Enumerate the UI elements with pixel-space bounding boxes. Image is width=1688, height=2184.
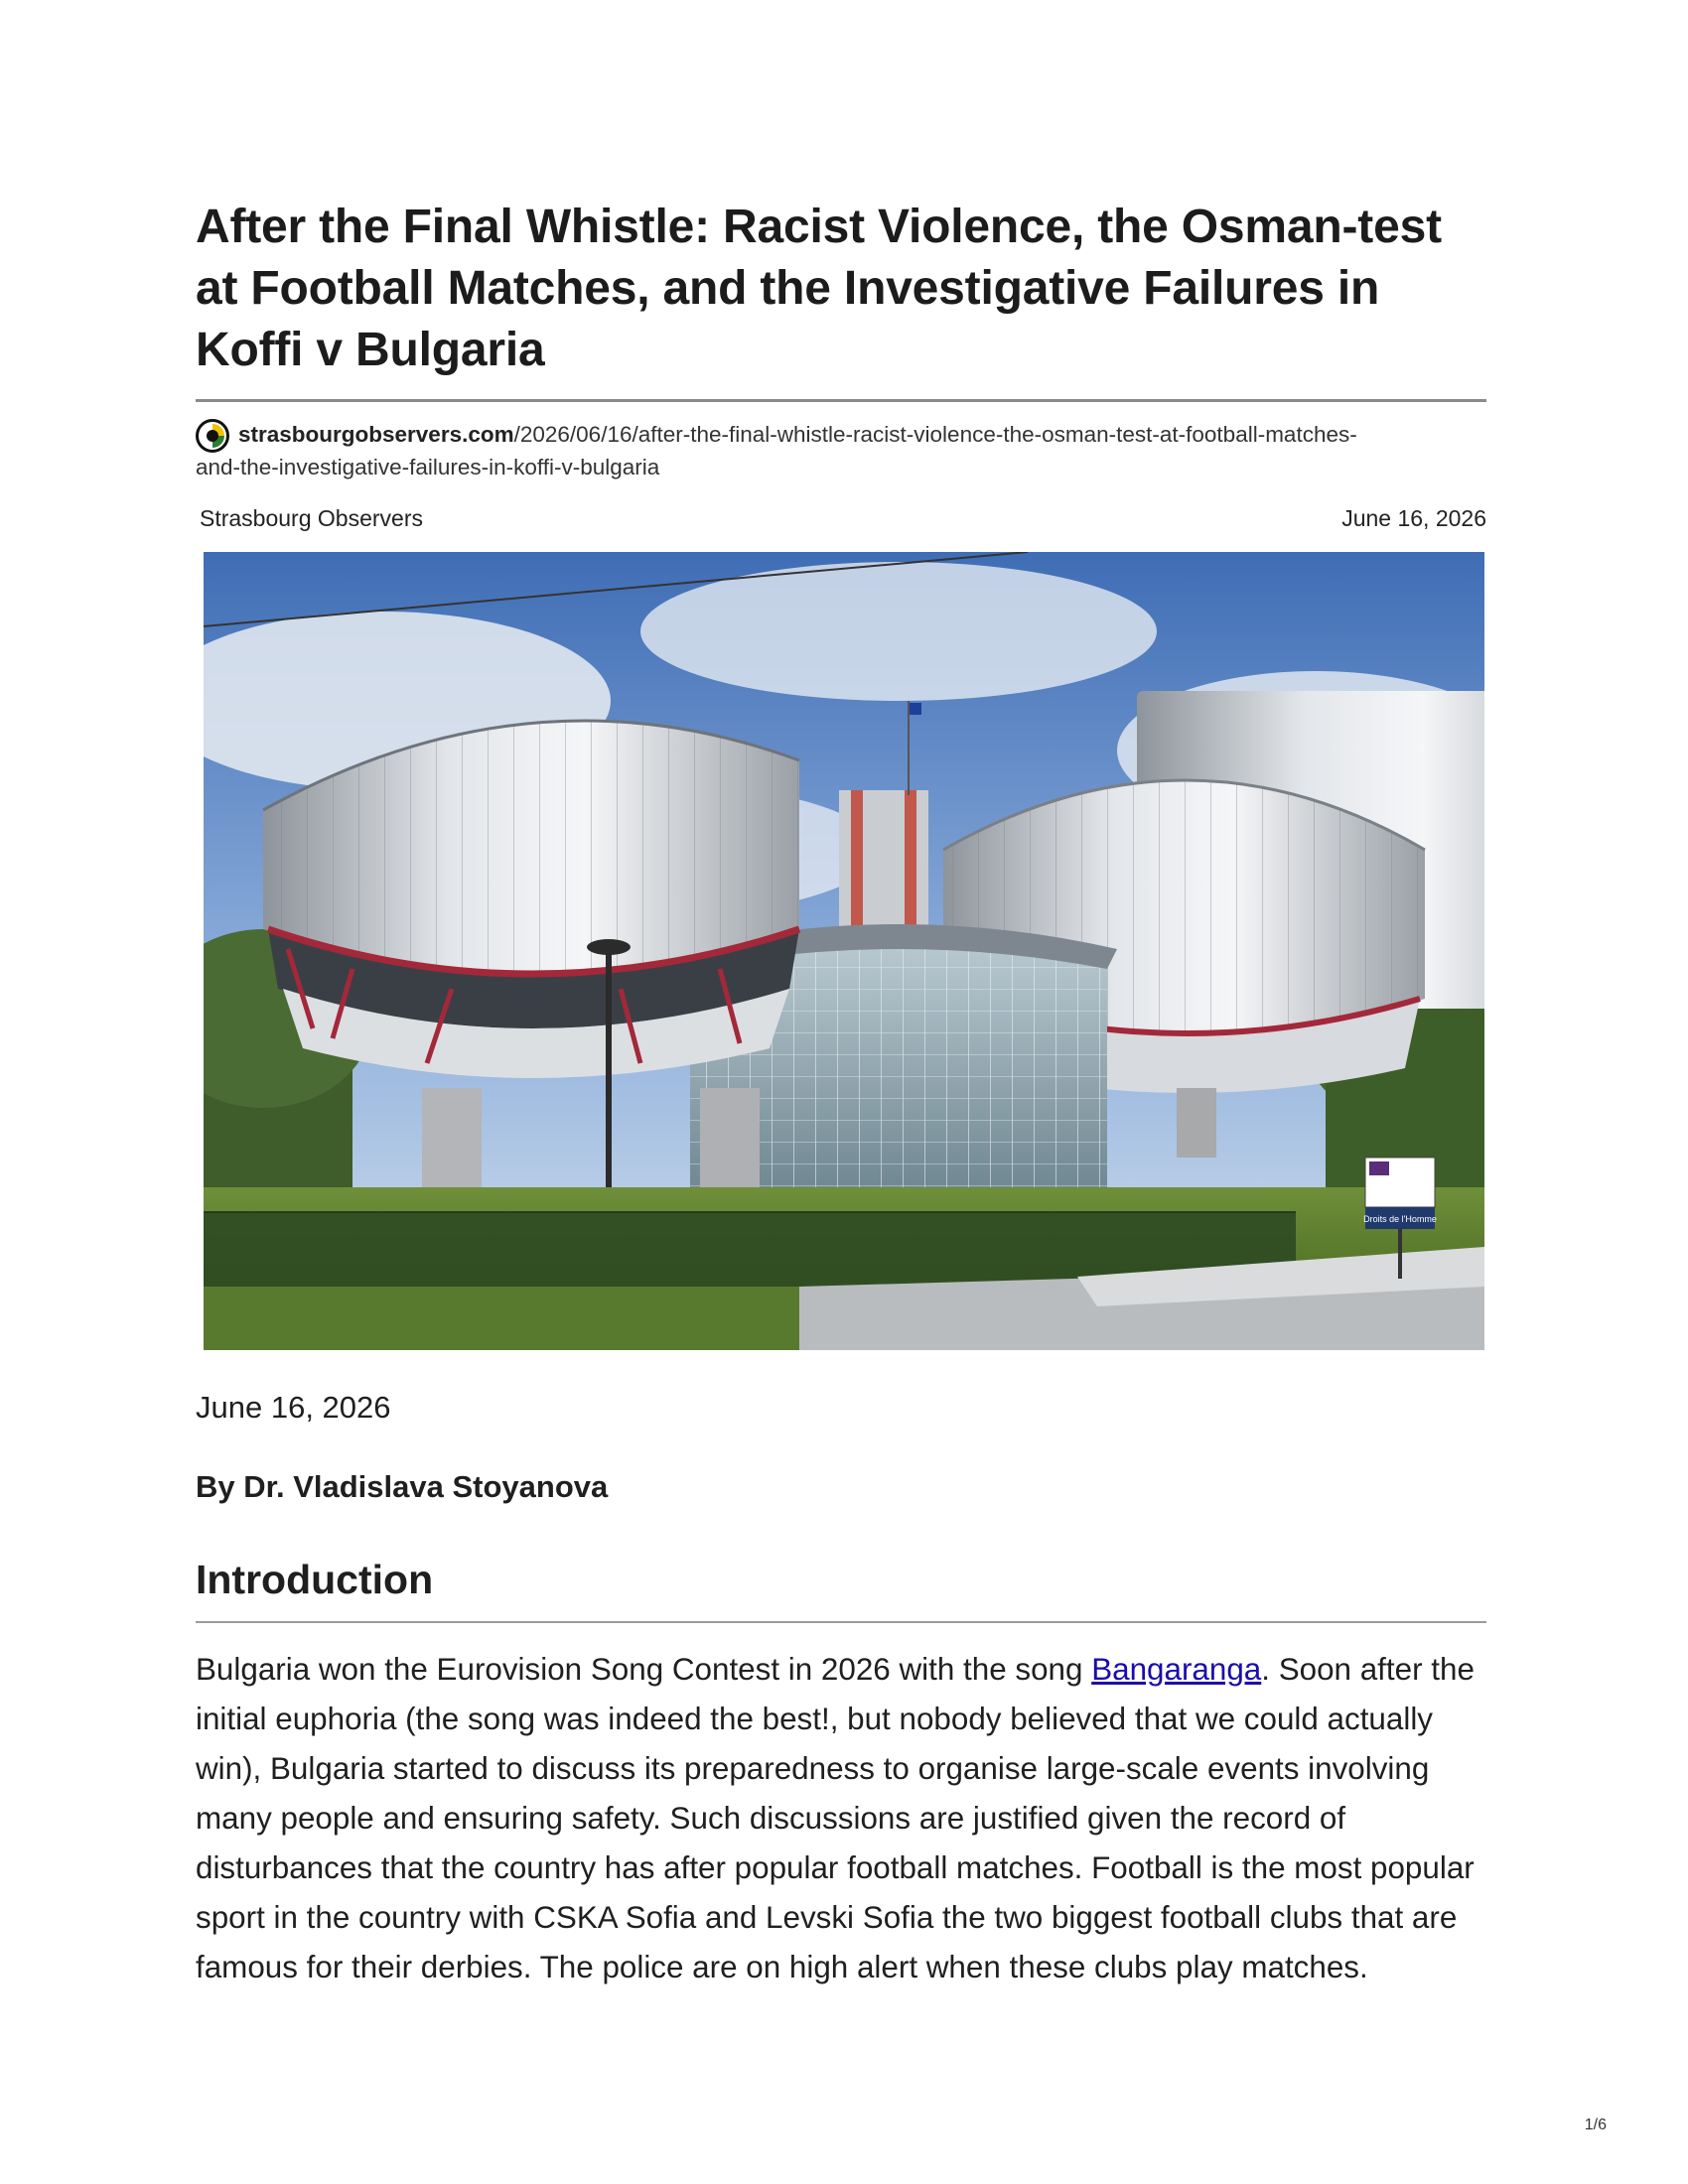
meta-row bbox=[196, 505, 1486, 532]
title-divider bbox=[196, 399, 1486, 402]
bangaranga-link[interactable]: Bangaranga bbox=[1091, 1652, 1262, 1687]
header-date: June 16, 2026 bbox=[1341, 505, 1486, 531]
source-path: /2026/06/16/after-the-final-whistle-racist-violence-the-osman-test-at-football-matches- bbox=[513, 422, 1357, 447]
article-page bbox=[196, 197, 1486, 2023]
source-domain: strasbourgobservers.com bbox=[238, 422, 514, 447]
hero-image bbox=[204, 552, 1484, 1350]
site-logo-icon bbox=[196, 419, 229, 453]
article-title: After the Final Whistle: Racist Violence, the Osman-test at Football Matches, and the Investigative Failures in Koffi v Bulgaria bbox=[196, 201, 1442, 376]
article-date: June 16, 2026 bbox=[196, 1390, 391, 1425]
intro-paragraph bbox=[196, 1645, 1486, 1992]
section-heading-introduction: Introduction bbox=[196, 1557, 434, 1602]
source-url[interactable] bbox=[196, 418, 1486, 483]
paragraph-text-end: . Soon after the initial euphoria (the song was indeed the best!, but nobody believed that we could actually win), Bulgaria started to discuss its preparedness to organise large-scale events involving many people and ensuring safety. Such discussions are justified given the record of disturbances that the country has after popular football matches. Football is the most popular sport in the country with CSKA Sofia and Levski Sofia the two biggest football clubs that are famous for their derbies. The police are on high alert when these clubs play matches. bbox=[196, 1652, 1475, 1984]
sign-text: Droits de l'Homme bbox=[1363, 1214, 1437, 1224]
source-path-continued: and-the-investigative-failures-in-koffi-v-bulgaria bbox=[196, 455, 660, 479]
section-divider bbox=[196, 1621, 1486, 1623]
paragraph-text-start: Bulgaria won the Eurovision Song Contest in 2026 with the song bbox=[196, 1652, 1092, 1687]
court-building-photo bbox=[204, 552, 1484, 1350]
page-number: 1/6 bbox=[1584, 2116, 1607, 2133]
publisher: Strasbourg Observers bbox=[200, 505, 423, 531]
byline: By Dr. Vladislava Stoyanova bbox=[196, 1469, 609, 1504]
